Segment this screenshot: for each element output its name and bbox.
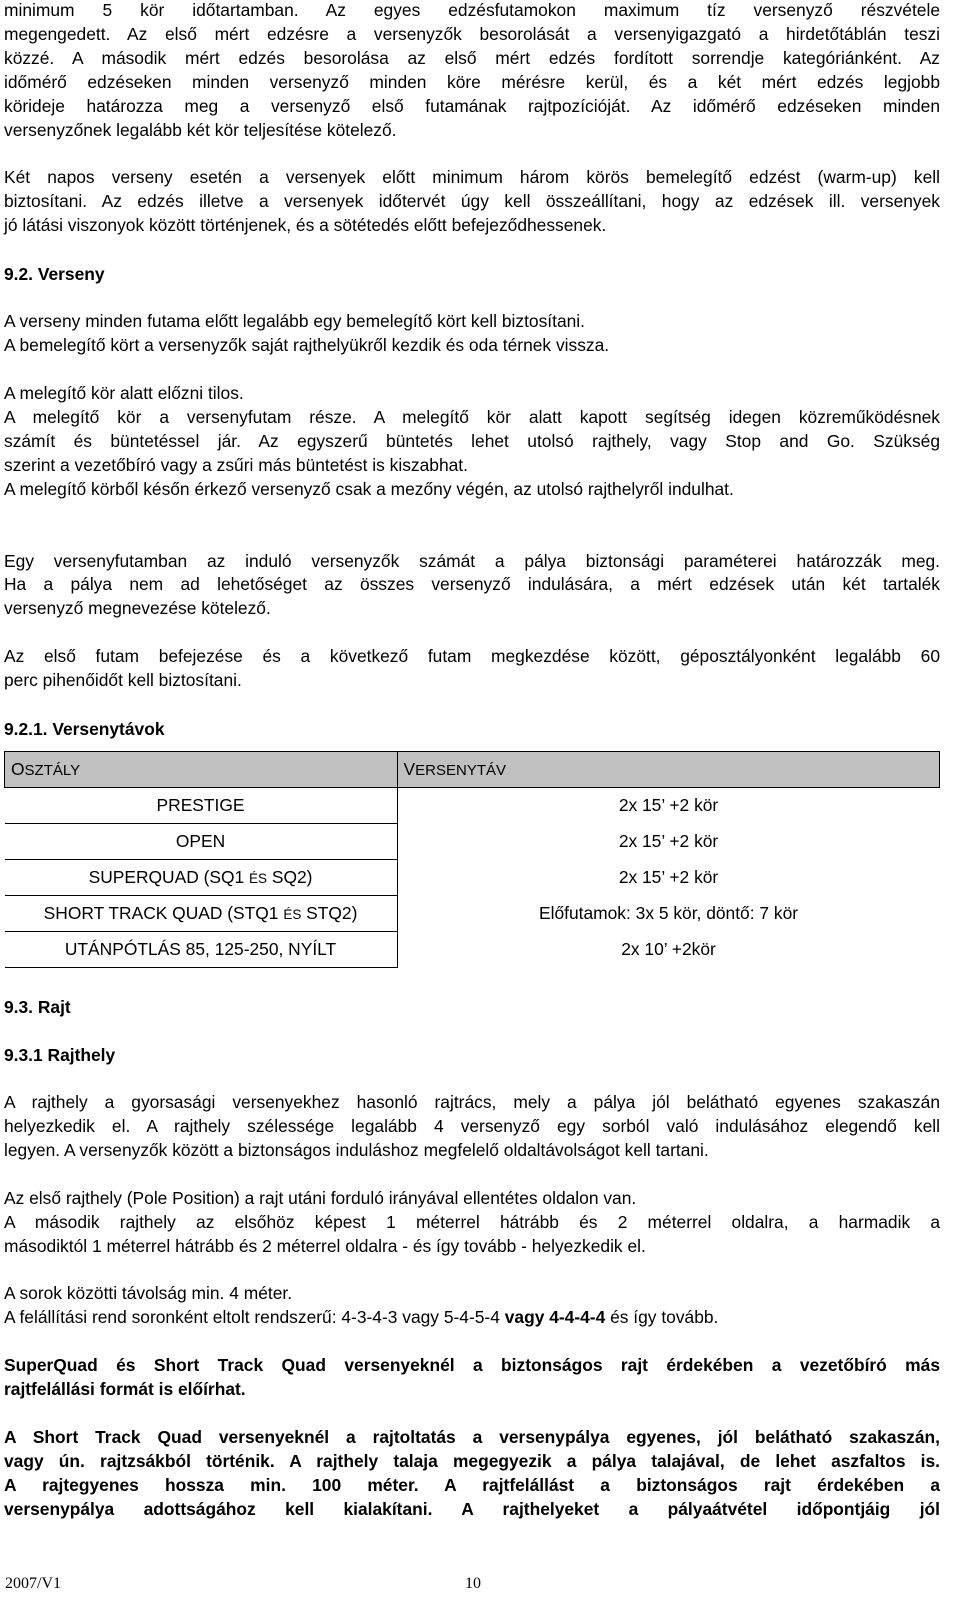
document-page bbox=[4, 0, 940, 1519]
intro-paragraph-2 bbox=[4, 166, 940, 238]
text-line: A verseny minden futama előtt legalább egy bemelegítő kört kell biztosítani. bbox=[4, 311, 585, 332]
text-line: szerint a vezetőbíró vagy a zsűri más büntetést is kiszabhat. bbox=[4, 454, 468, 475]
text-line: helyezkedik el. A rajthely szélessége legalább 4 versenyző egy sorból való indulásához elegendő kell bbox=[4, 1115, 940, 1136]
text-line: Az első futam befejezése és a következő futam megkezdése között, géposztályonként legalább 60 bbox=[4, 646, 940, 667]
distance-cell: Előfutamok: 3x 5 kör, döntő: 7 kör bbox=[538, 903, 799, 923]
text-line: A rajthely a gyorsasági versenyekhez hasonló rajtrács, mely a pálya jól belátható egyenes szakaszán bbox=[4, 1092, 940, 1112]
class-cell: PRESTIGE bbox=[5, 788, 398, 824]
text-line: jó látási viszonyok között történjenek, és a sötétedés előtt befejeződhessenek. bbox=[4, 215, 607, 236]
distance-cell: 2x 15’ +2 kör bbox=[618, 867, 719, 887]
section-heading-9-3: 9.3. Rajt bbox=[4, 997, 71, 1017]
table-row bbox=[5, 932, 940, 968]
class-cell: OPEN bbox=[5, 824, 398, 860]
section-heading-9-3-1: 9.3.1 Rajthely bbox=[4, 1045, 116, 1065]
sec92-paragraph-3 bbox=[4, 550, 940, 622]
text-line: időmérő edzéseken minden versenyző minden köre mérésre kerül, és a két mért edzés legjobb bbox=[4, 71, 940, 92]
rajt-section bbox=[4, 995, 940, 1522]
sec931-paragraph-4 bbox=[4, 1354, 940, 1402]
text-line: vagy ún. rajtzsákból történik. A rajthely talaja megegyezik a pálya talajával, de lehet aszfaltos is. bbox=[4, 1450, 940, 1471]
text-line: körideje határozza meg a versenyző első futamának rajtpozícióját. Az időmérő edzéseken minden bbox=[4, 95, 940, 116]
distance-cell: 2x 10’ +2kör bbox=[621, 939, 716, 959]
section-heading-9-2: 9.2. Verseny bbox=[4, 264, 105, 285]
text-line: Két napos verseny esetén a versenyek előtt minimum három körös bemelegítő edzést (warm-up) kell bbox=[4, 167, 940, 188]
class-cell: UTÁNPÓTLÁS 85, 125-250, NYÍLT bbox=[5, 932, 398, 968]
text-line: SuperQuad és Short Track Quad versenyeknél a biztonságos rajt érdekében a vezetőbíró más bbox=[4, 1355, 940, 1376]
section-heading-9-2-1: 9.2.1. Versenytávok bbox=[4, 719, 165, 740]
text-line: versenyző megnevezése kötelező. bbox=[4, 598, 271, 619]
text-line: A melegítő kör a versenyfutam része. A melegítő kör alatt kapott segítség idegen közreműködésnek bbox=[4, 406, 940, 427]
text-line: versenyzőnek legalább két kör teljesítése kötelező. bbox=[4, 119, 397, 140]
text-line: számít és büntetéssel jár. Az egyszerű büntetés lehet utolsó rajthely, vagy Stop and Go. Szükség bbox=[4, 430, 940, 451]
text-line: A második rajthely az elsőhöz képest 1 méterrel hátrább és 2 méterrel oldalra, a harmadik a bbox=[4, 1211, 940, 1232]
text-line: közzé. A második mért edzés besorolása az első mért edzés fordított sorrendje kategóriánként. Az bbox=[4, 47, 940, 68]
text-line: rajtfelállási formát is előírhat. bbox=[4, 1379, 246, 1400]
table-row bbox=[5, 860, 940, 896]
text-line: perc pihenőidőt kell biztosítani. bbox=[4, 670, 242, 691]
text-line: A rajtegyenes hossza min. 100 méter. A rajtfelállást a biztonságos rajt érdekében a bbox=[4, 1474, 940, 1495]
footer-version: 2007/V1 bbox=[5, 1575, 61, 1592]
text-line: Ha a pálya nem ad lehetőséget az összes versenyző indulására, a mért edzések után két tartalék bbox=[4, 574, 940, 595]
table-header-row bbox=[5, 752, 940, 788]
table-row bbox=[5, 788, 940, 824]
sec931-paragraph-3 bbox=[4, 1282, 940, 1330]
text-line: legyen. A versenyzők között a biztonságos induláshoz megfelelő oldaltávolságot kell tartani. bbox=[4, 1139, 709, 1160]
text-line: A felállítási rend soronként eltolt rendszerű: 4-3-4-3 vagy 5-4-5-4 vagy 4-4-4-4 és így tovább. bbox=[4, 1307, 719, 1328]
text-line: Egy versenyfutamban az induló versenyzők számát a pálya biztonsági paraméterei határozzák meg. bbox=[4, 550, 940, 571]
text-line: A melegítő kör alatt előzni tilos. bbox=[4, 382, 244, 403]
sec931-paragraph-2 bbox=[4, 1187, 940, 1259]
class-cell: SHORT TRACK QUAD (STQ1 ÉS STQ2) bbox=[5, 896, 398, 932]
race-distance-table bbox=[4, 751, 940, 968]
text-line: A bemelegítő kört a versenyzők saját rajthelyükről kezdik és oda térnek vissza. bbox=[4, 335, 610, 356]
sec92-paragraph-1 bbox=[4, 310, 940, 358]
distance-column-header: VERSENYTÁV bbox=[397, 752, 939, 788]
text-line: Az első rajthely (Pole Position) a rajt utáni forduló irányával ellentétes oldalon van. bbox=[4, 1187, 637, 1208]
sec92-paragraph-4 bbox=[4, 645, 940, 693]
page-number: 10 bbox=[465, 1575, 481, 1592]
sec931-paragraph-5 bbox=[4, 1426, 940, 1522]
text-line: minimum 5 kör időtartamban. Az egyes edzésfutamokon maximum tíz versenyző részvétele bbox=[4, 0, 940, 20]
sec92-paragraph-2 bbox=[4, 382, 940, 502]
text-line: A Short Track Quad versenyeknél a rajtoltatás a versenypálya egyenes, jól belátható szakaszán, bbox=[4, 1427, 940, 1448]
text-line: versenypálya adottságához kell kialakítani. A rajthelyeket a pályaátvétel időpontjáig jól bbox=[4, 1498, 940, 1519]
distance-cell: 2x 15’ +2 kör bbox=[618, 831, 719, 851]
class-cell: SUPERQUAD (SQ1 ÉS SQ2) bbox=[5, 860, 398, 896]
text-line: másodiktól 1 méterrel hátrább és 2 méterrel oldalra - és így tovább - helyezkedik el. bbox=[4, 1235, 646, 1256]
text-line: A melegítő körből későn érkező versenyző csak a mezőny végén, az utolsó rajthelyről indulhat. bbox=[4, 478, 734, 499]
class-column-header: OSZTÁLY bbox=[5, 752, 398, 788]
intro-paragraph-1 bbox=[4, 0, 940, 142]
table-row bbox=[5, 824, 940, 860]
table-row bbox=[5, 896, 940, 932]
text-line: megengedett. Az első mért edzésre a versenyzők besorolását a versenyigazgató a hirdetőtáblán teszi bbox=[4, 23, 940, 44]
text-line: biztosítani. Az edzés illetve a versenyek időtervét úgy kell összeállítani, hogy az edzések ill. versenyek bbox=[4, 191, 940, 212]
sec931-paragraph-1 bbox=[4, 1091, 940, 1163]
text-line: A sorok közötti távolság min. 4 méter. bbox=[4, 1283, 293, 1304]
distance-cell: 2x 15’ +2 kör bbox=[618, 795, 719, 816]
